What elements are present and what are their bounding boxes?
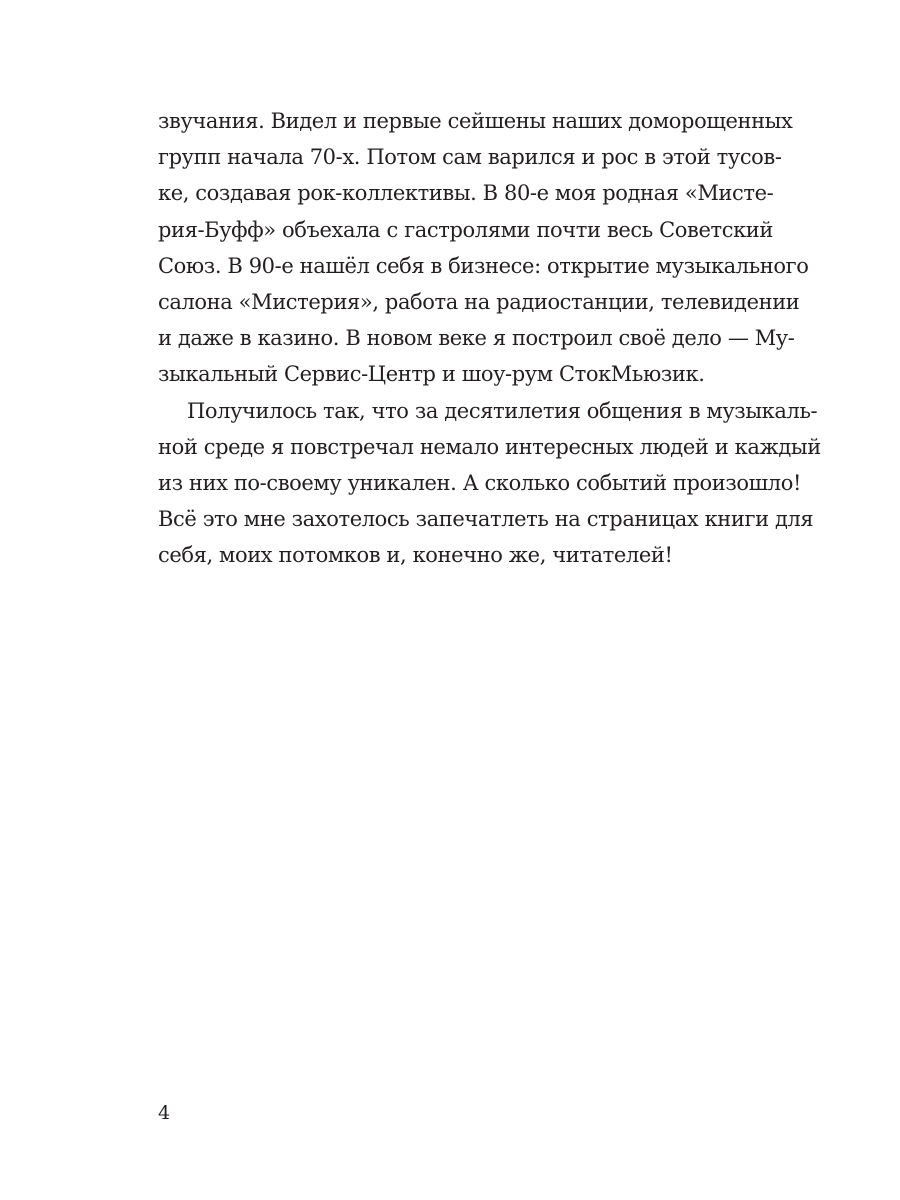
text-line: ной среде я повстречал немало интересных людей и каждый [158, 434, 821, 459]
text-line: рия-Буфф» объехала с гастролями почти весь Советский [158, 217, 773, 242]
body-text [158, 103, 821, 573]
text-line: себя, моих потомков и, конечно же, читателей! [158, 543, 673, 568]
text-line: и даже в казино. В новом веке я построил своё дело — Му- [158, 326, 795, 351]
text-line: звучания. Видел и первые сейшены наших доморощенных [158, 109, 793, 133]
paragraph-1 [158, 103, 809, 393]
text-line: ке, создавая рок-коллективы. В 80-е моя родная «Мистe- [158, 181, 774, 206]
text-line: зыкальный Сервис-Центр и шоу-рум СтокМьюзик. [158, 362, 705, 387]
paragraph-2 [158, 393, 821, 574]
text-line: из них по-своему уникален. А сколько событий произошло! [158, 470, 801, 495]
page-number: 4 [158, 1102, 171, 1124]
text-line: Получилось так, что за десятилетия общения в музыкаль- [187, 398, 818, 423]
text-line: Всё это мне захотелось запечатлеть на страницах книги для [158, 507, 814, 532]
text-line: групп начала 70-х. Потом сам варился и рос в этой тусов- [158, 145, 782, 170]
text-line: салона «Мистерия», работа на радиостанции, телевидении [158, 289, 800, 314]
text-line: Союз. В 90-е нашёл себя в бизнесе: открытие музыкального [158, 253, 809, 278]
